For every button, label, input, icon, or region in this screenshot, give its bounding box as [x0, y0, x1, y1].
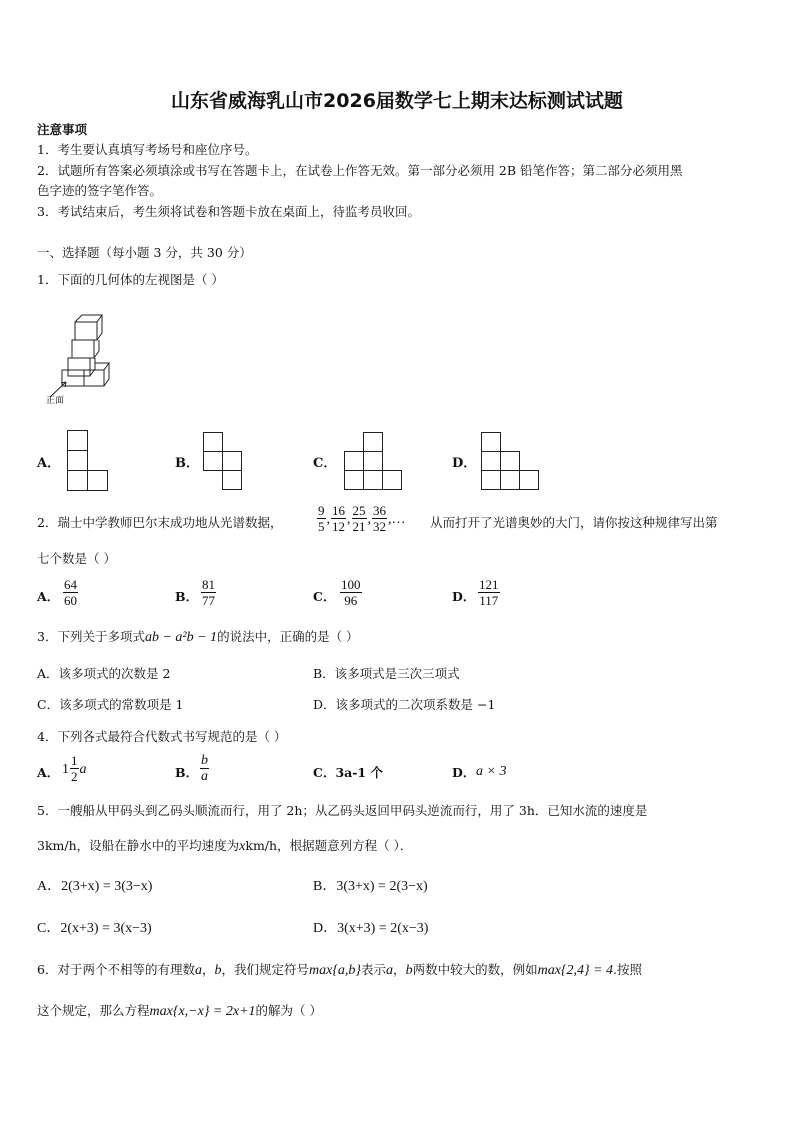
notice-heading: 注意事项: [37, 122, 88, 137]
section-heading: 一、选择题（每小题 3 分，共 30 分）: [37, 245, 252, 260]
q1-stem: 1．下面的几何体的左视图是（ ）: [37, 272, 224, 287]
q1-option-c-label: C．: [313, 456, 337, 471]
q5-option-b[interactable]: B．3(3+x) = 2(3−x): [313, 879, 428, 894]
notice-item-2: 2．试题所有答案必须填涂或书写在答题卡上，在试卷上作答无效。第一部分必须用 2B 铅笔作答；第二部分必须用黑: [37, 163, 683, 178]
q2-option-c-label: C．: [313, 589, 336, 604]
q5-option-c[interactable]: C．2(x+3) = 3(x−3): [37, 921, 152, 936]
q2-option-b[interactable]: $\frac{81}{77}$: [202, 577, 215, 608]
q2-stem-c: 七个数是（ ）: [37, 551, 116, 566]
q3-option-c[interactable]: C．该多项式的常数项是 1: [37, 697, 184, 712]
q4-option-d-label: D．: [452, 765, 476, 780]
q1-option-b-figure[interactable]: [203, 432, 245, 490]
q2-stem-b: 从而打开了光谱奥妙的大门，请你按这种规律写出第: [430, 515, 718, 530]
q4-option-b-label: B．: [175, 765, 199, 780]
q2-option-c[interactable]: $\frac{100}{96}$: [341, 577, 361, 608]
q2-frac-4: $\frac{36}{32}$: [373, 503, 386, 534]
q3-option-a[interactable]: A．该多项式的次数是 2: [37, 666, 171, 681]
q2-option-a[interactable]: $\frac{64}{60}$: [64, 577, 77, 608]
q6-max-example: max{2,4} = 4: [537, 963, 614, 978]
q2-stem-a: 2．瑞士中学教师巴尔末成功地从光谱数据，: [37, 515, 283, 530]
q2-frac-2: $\frac{16}{12}$: [332, 503, 345, 534]
front-label: 正面: [46, 396, 65, 406]
q6-max-ab: max{a,b}: [309, 963, 362, 978]
q1-option-d-figure[interactable]: [481, 432, 543, 490]
q2-frac-3: $\frac{25}{21}$: [352, 503, 366, 534]
page-title: 山东省威海乳山市2026届数学七上期末达标测试试题: [171, 90, 623, 112]
q6-line2: 这个规定，那么方程max{x,−x} = 2x+1的解为（ ）: [37, 1003, 323, 1019]
q4-option-a[interactable]: 1 $\frac{1}{2}$ a: [62, 753, 87, 784]
q1-option-c-figure[interactable]: [344, 432, 406, 490]
q2-ellipsis: ,…: [388, 512, 406, 527]
q2-option-a-label: A．: [37, 589, 60, 604]
q2-option-d-label: D．: [452, 589, 476, 604]
q1-option-a-label: A．: [37, 456, 61, 471]
notice-item-3: 3．考试结束后，考生须将试卷和答题卡放在桌面上，待监考员收回。: [37, 204, 420, 219]
q2-sequence: $\frac{9}{5}$ , $\frac{16}{12}$ , $\frac{25}{21}$ , $\frac{36}{32}$ ,…: [318, 503, 406, 534]
q4-option-c[interactable]: C．3a-1 个: [313, 765, 383, 780]
q5-option-a[interactable]: A．2(3+x) = 3(3−x): [37, 879, 153, 894]
q3-expression: ab − a²b − 1: [144, 630, 218, 645]
q3-option-b[interactable]: B．该多项式是三次三项式: [313, 666, 460, 681]
q1-option-a-figure[interactable]: [67, 430, 109, 492]
q4-option-b[interactable]: $\frac{b}{a}$: [201, 753, 208, 784]
q2-option-d[interactable]: $\frac{121}{117}$: [479, 577, 499, 608]
q2-frac-1: $\frac{9}{5}$: [318, 503, 325, 534]
q1-option-d-label: D．: [452, 456, 477, 471]
q6-line1: 6．对于两个不相等的有理数a，b，我们规定符号max{a,b}表示a，b两数中较大的数，例如max{2,4} = 4.按照: [37, 962, 643, 978]
q4-stem: 4．下列各式最符合代数式书写规范的是（ ）: [37, 729, 287, 744]
notice-item-2-cont: 色字迹的签字笔作答。: [37, 183, 163, 198]
q4-option-d[interactable]: a × 3: [476, 764, 507, 779]
q3-stem: 3．下列关于多项式ab − a²b − 1的说法中，正确的是（ ）: [37, 629, 359, 645]
q5-option-d[interactable]: D．3(x+3) = 2(x−3): [313, 921, 429, 936]
q4-option-a-label: A．: [37, 765, 60, 780]
q5-line2: 3km/h，设船在静水中的平均速度为xkm/h，根据题意列方程（ ）．: [37, 838, 413, 854]
q1-option-b-label: B．: [175, 456, 199, 471]
q5-line1: 5．一艘船从甲码头到乙码头顺流而行，用了 2h；从乙码头返回甲码头逆流而行，用了 3h．已知水流的速度是: [37, 803, 648, 818]
q2-option-b-label: B．: [175, 589, 199, 604]
notice-item-1: 1．考生要认真填写考场号和座位序号。: [37, 142, 258, 157]
q3-option-d[interactable]: D．该多项式的二次项系数是 −1: [313, 697, 496, 712]
q6-equation: max{x,−x} = 2x+1: [149, 1004, 256, 1019]
